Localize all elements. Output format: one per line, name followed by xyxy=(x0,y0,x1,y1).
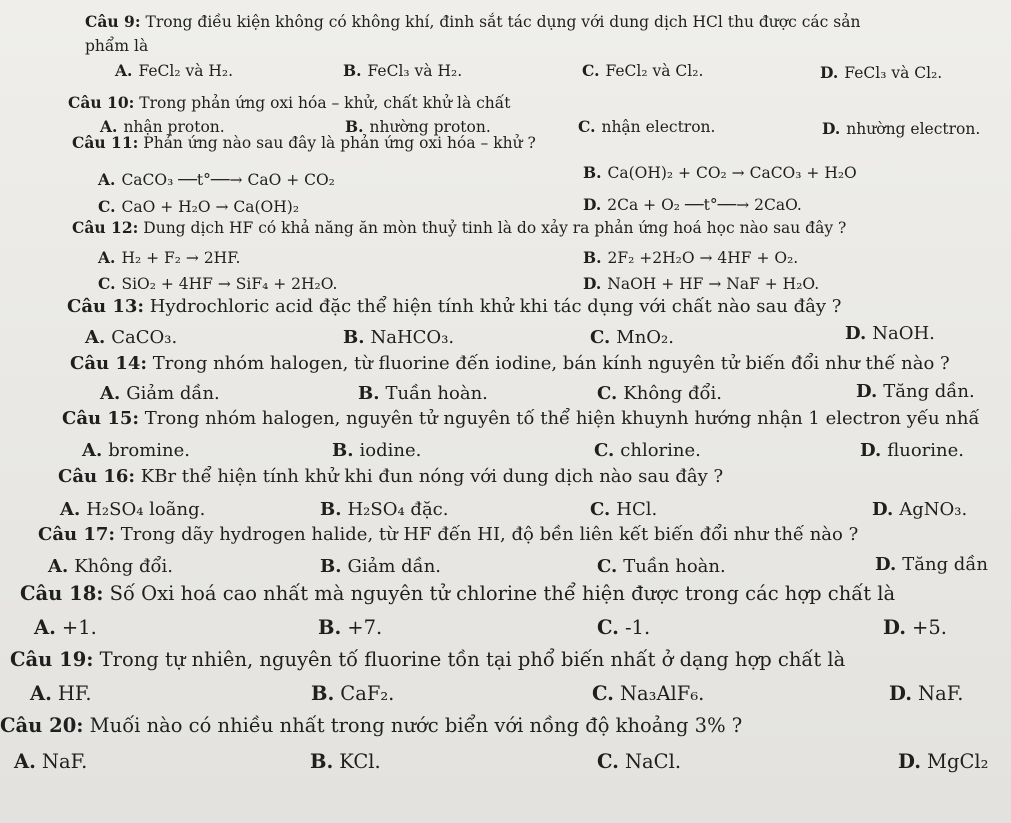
question-10-option-c[interactable]: C. nhận electron. xyxy=(578,117,716,136)
question-11-option-a[interactable]: A. CaCO₃ ──t°──→ CaO + CO₂ xyxy=(98,170,335,189)
question-9-option-c[interactable]: C. FeCl₂ và Cl₂. xyxy=(582,61,704,80)
question-16-option-d[interactable]: D. AgNO₃. xyxy=(872,499,968,520)
question-20-option-b[interactable]: B. KCl. xyxy=(310,750,381,773)
question-18-option-c[interactable]: C. -1. xyxy=(597,616,651,639)
question-9-stem-cont: phẩm là xyxy=(85,37,149,55)
question-12-option-c[interactable]: C. SiO₂ + 4HF → SiF₄ + 2H₂O. xyxy=(98,274,338,293)
question-20-option-a[interactable]: A. NaF. xyxy=(14,750,88,773)
question-9-stem: Câu 9: Trong điều kiện không có không khí, đinh sắt tác dụng với dung dịch HCl thu được các sản xyxy=(85,12,861,31)
question-13-option-d[interactable]: D. NaOH. xyxy=(845,323,935,344)
question-10-stem: Câu 10: Trong phản ứng oxi hóa – khử, chất khử là chất xyxy=(68,93,511,112)
question-17-option-c[interactable]: C. Tuần hoàn. xyxy=(597,556,726,577)
question-11-option-d[interactable]: D. 2Ca + O₂ ──t°──→ 2CaO. xyxy=(583,195,802,214)
question-17-option-d[interactable]: D. Tăng dần xyxy=(875,554,988,575)
question-17-option-b[interactable]: B. Giảm dần. xyxy=(320,556,442,577)
question-12-option-b[interactable]: B. 2F₂ +2H₂O → 4HF + O₂. xyxy=(583,248,799,267)
question-9-option-d[interactable]: D. FeCl₃ và Cl₂. xyxy=(820,63,943,82)
question-19-option-d[interactable]: D. NaF. xyxy=(889,682,964,705)
question-12-stem: Câu 12: Dung dịch HF có khả năng ăn mòn thuỷ tinh là do xảy ra phản ứng hoá học nào sau đây ? xyxy=(72,218,847,237)
question-16-option-c[interactable]: C. HCl. xyxy=(590,499,658,520)
question-14-stem: Câu 14: Trong nhóm halogen, từ fluorine đến iodine, bán kính nguyên tử biến đổi như thế nào ? xyxy=(70,353,950,374)
question-9-option-a[interactable]: A. FeCl₂ và H₂. xyxy=(115,61,234,80)
question-13-option-b[interactable]: B. NaHCO₃. xyxy=(343,327,455,348)
question-16-stem: Câu 16: KBr thể hiện tính khử khi đun nóng với dung dịch nào sau đây ? xyxy=(58,466,724,487)
question-19-option-a[interactable]: A. HF. xyxy=(30,682,92,705)
question-13-option-c[interactable]: C. MnO₂. xyxy=(590,327,674,348)
question-14-option-c[interactable]: C. Không đổi. xyxy=(597,383,723,404)
question-11-option-c[interactable]: C. CaO + H₂O → Ca(OH)₂ xyxy=(98,197,300,216)
question-12-option-d[interactable]: D. NaOH + HF → NaF + H₂O. xyxy=(583,274,820,293)
question-14-option-b[interactable]: B. Tuần hoàn. xyxy=(358,383,488,404)
question-11-stem: Câu 11: Phản ứng nào sau đây là phản ứng oxi hóa – khử ? xyxy=(72,133,536,152)
question-13-option-a[interactable]: A. CaCO₃. xyxy=(85,327,178,348)
question-15-option-d[interactable]: D. fluorine. xyxy=(860,440,964,461)
question-15-option-a[interactable]: A. bromine. xyxy=(82,440,190,461)
question-15-option-c[interactable]: C. chlorine. xyxy=(594,440,701,461)
question-12-option-a[interactable]: A. H₂ + F₂ → 2HF. xyxy=(98,248,241,267)
question-9-option-b[interactable]: B. FeCl₃ và H₂. xyxy=(343,61,463,80)
question-19-option-c[interactable]: C. Na₃AlF₆. xyxy=(592,682,705,705)
question-18-option-d[interactable]: D. +5. xyxy=(883,616,947,639)
question-20-stem: Câu 20: Muối nào có nhiều nhất trong nước biển với nồng độ khoảng 3% ? xyxy=(0,714,743,737)
question-10-option-b[interactable]: B. nhường proton. xyxy=(345,117,491,136)
question-18-stem: Câu 18: Số Oxi hoá cao nhất mà nguyên tử chlorine thể hiện được trong các hợp chất là xyxy=(20,582,896,605)
question-19-option-b[interactable]: B. CaF₂. xyxy=(311,682,395,705)
question-17-option-a[interactable]: A. Không đổi. xyxy=(48,556,173,577)
question-10-option-d[interactable]: D. nhường electron. xyxy=(822,119,981,138)
question-16-option-b[interactable]: B. H₂SO₄ đặc. xyxy=(320,499,449,520)
question-11-option-b[interactable]: B. Ca(OH)₂ + CO₂ → CaCO₃ + H₂O xyxy=(583,163,857,182)
question-10-option-a[interactable]: A. nhận proton. xyxy=(100,117,225,136)
question-18-option-b[interactable]: B. +7. xyxy=(318,616,383,639)
question-14-option-a[interactable]: A. Giảm dần. xyxy=(100,383,220,404)
question-14-option-d[interactable]: D. Tăng dần. xyxy=(856,381,975,402)
question-20-option-d[interactable]: D. MgCl₂ xyxy=(898,750,989,773)
question-17-stem: Câu 17: Trong dãy hydrogen halide, từ HF đến HI, độ bền liên kết biến đổi như thế nào ? xyxy=(38,524,859,545)
question-19-stem: Câu 19: Trong tự nhiên, nguyên tố fluorine tồn tại phổ biến nhất ở dạng hợp chất là xyxy=(10,648,846,671)
question-15-option-b[interactable]: B. iodine. xyxy=(332,440,422,461)
question-18-option-a[interactable]: A. +1. xyxy=(34,616,97,639)
question-20-option-c[interactable]: C. NaCl. xyxy=(597,750,682,773)
question-15-stem: Câu 15: Trong nhóm halogen, nguyên tử nguyên tố thể hiện khuynh hướng nhận 1 electron yếu nhấ xyxy=(62,408,980,429)
question-13-stem: Câu 13: Hydrochloric acid đặc thể hiện tính khử khi tác dụng với chất nào sau đây ? xyxy=(67,296,842,317)
question-16-option-a[interactable]: A. H₂SO₄ loãng. xyxy=(60,499,206,520)
